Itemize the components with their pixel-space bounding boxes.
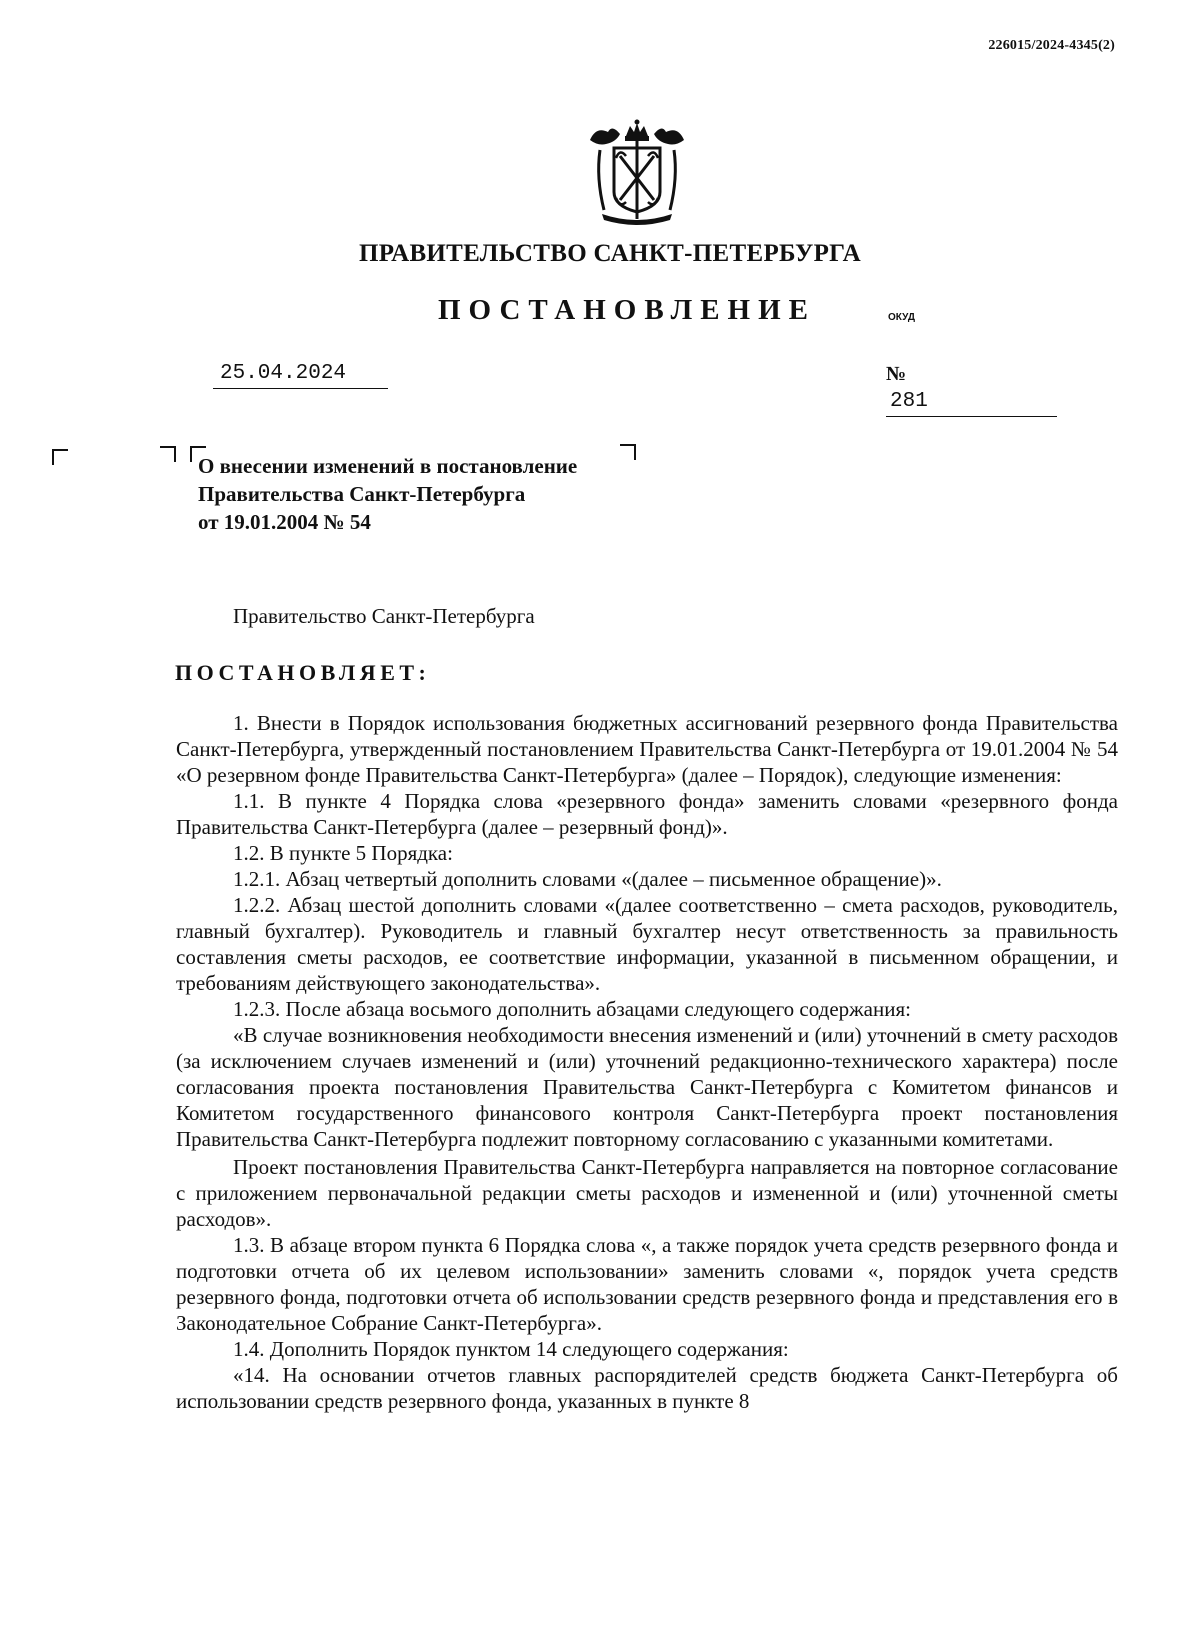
document-body (176, 710, 1118, 1414)
paragraph: 1.4. Дополнить Порядок пунктом 14 следующего содержания: (233, 1337, 789, 1361)
document-number: 281 (886, 388, 1057, 417)
paragraph: 1.2.1. Абзац четвертый дополнить словами «(далее – письменное обращение)». (233, 867, 942, 891)
resolve-heading: ПОСТАНОВЛЯЕТ: (175, 660, 431, 685)
paragraph: 1.3. В абзаце втором пункта 6 Порядка слова «, а также порядок учета средств резервного фонда и подготовки отчета об их целевом использовании» заменить словами «, порядок учета средств резервного фонда, подготовки отчета об использовании средств резервного фонда и представления его в Законодательное Собрание Санкт-Петербурга». (176, 1233, 1118, 1335)
paragraph: 1.1. В пункте 4 Порядка слова «резервного фонда» заменить словами «резервного фонда Правительства Санкт-Петербурга (далее – резервный фонд)». (176, 789, 1118, 839)
corner-mark (52, 449, 68, 465)
paragraph: Проект постановления Правительства Санкт-Петербурга направляется на повторное согласование с приложением первоначальной редакции сметы расходов и измененной и (или) уточненной сметы расходов». (176, 1155, 1118, 1231)
paragraph: 1.2.3. После абзаца восьмого дополнить абзацами следующего содержания: (233, 997, 911, 1021)
coat-of-arms-icon (582, 118, 692, 228)
government-name: ПРАВИТЕЛЬСТВО САНКТ-ПЕТЕРБУРГА (358, 240, 862, 267)
paragraph: «14. На основании отчетов главных распорядителей средств бюджета Санкт-Петербурга об использовании средств резервного фонда, указанных в пункте 8 (176, 1363, 1118, 1413)
okud-label: ОКУД (888, 312, 915, 323)
document-number-field (886, 360, 1082, 417)
paragraph: 1.2.2. Абзац шестой дополнить словами «(далее соответственно – смета расходов, руководитель, главный бухгалтер). Руководитель и главный бухгалтер несут ответственность за правильность составления сметы расходов, ее соответствие информации, указанной в письменном обращении, и требованиям действующего законодательства». (176, 893, 1118, 995)
preamble: Правительство Санкт-Петербурга (233, 604, 535, 628)
document-date: 25.04.2024 (213, 360, 388, 389)
corner-mark (160, 446, 176, 462)
subject-line: О внесении изменений в постановление (198, 454, 578, 478)
corner-mark (620, 444, 636, 460)
paragraph: 1.2. В пункте 5 Порядка: (233, 841, 453, 865)
paragraph: 1. Внести в Порядок использования бюджетных ассигнований резервного фонда Правительства Санкт-Петербурга, утвержденный постановлением Правительства Санкт-Петербурга от 19.01.2004 № 54 «О резервном фонде Правительства Санкт-Петербурга» (далее – Порядок), следующие изменения: (176, 711, 1118, 787)
document-type: ПОСТАНОВЛЕНИЕ (438, 294, 817, 326)
subject-line: от 19.01.2004 № 54 (198, 510, 371, 534)
registry-number: 226015/2024-4345(2) (988, 38, 1115, 53)
number-sign: № (886, 363, 907, 385)
document-subject (198, 452, 577, 536)
subject-line: Правительства Санкт-Петербурга (198, 482, 526, 506)
paragraph: «В случае возникновения необходимости внесения изменений и (или) уточнений в смету расходов (за исключением случаев изменений и (или) уточнений редакционно-технического характера) после согласования проекта постановления Правительства Санкт-Петербурга с Комитетом финансов и Комитетом государственного финансового контроля Санкт-Петербурга проект постановления Правительства Санкт-Петербурга подлежит повторному согласованию с указанными комитетами. (176, 1023, 1118, 1151)
